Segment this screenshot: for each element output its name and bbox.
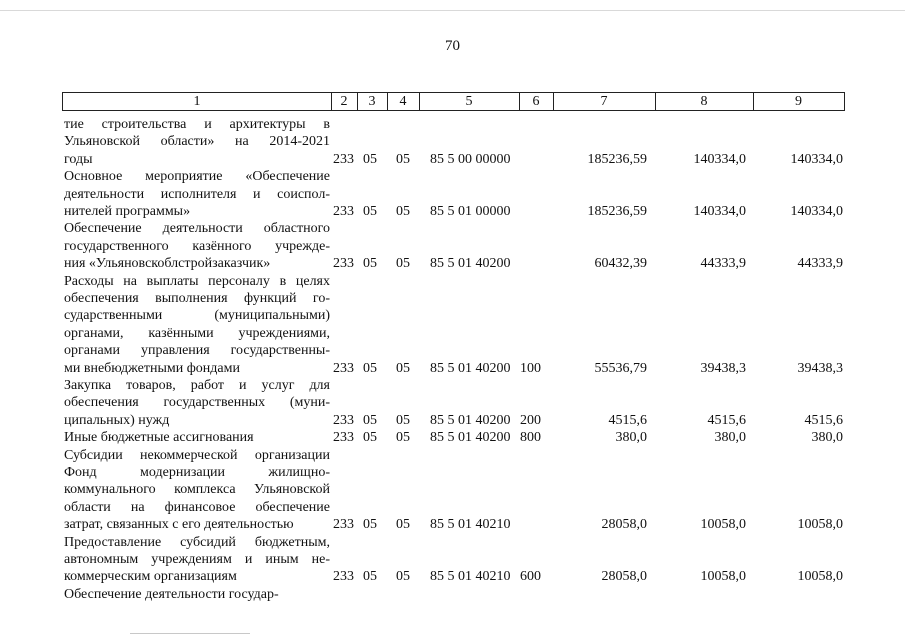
row-7-text-line: области на финансовое обеспечение	[64, 499, 330, 515]
row-8-col-6: 600	[520, 569, 541, 585]
row-4-col-3: 05	[363, 360, 377, 376]
row-1-col-8: 140334,0	[693, 151, 746, 167]
row-6-col-8: 380,0	[714, 430, 746, 446]
row-3-text-line: государственного казённого учрежде-	[64, 238, 330, 254]
row-6-col-6: 800	[520, 430, 541, 446]
row-5-text-line: ципальных) нужд	[64, 412, 170, 428]
page-number: 70	[445, 38, 460, 54]
row-3-col-9: 44333,9	[797, 256, 843, 272]
row-5-col-8: 4515,6	[707, 412, 746, 428]
row-8-col-4: 05	[396, 569, 410, 585]
header-col-9: 9	[795, 94, 802, 109]
row-4-text-line: ми внебюджетными фондами	[64, 360, 240, 376]
row-3-col-4: 05	[396, 256, 410, 272]
row-7-col-9: 10058,0	[797, 517, 843, 533]
row-5-text-line: обеспечения государственных (муни-	[64, 395, 330, 411]
row-8-text-line: Предоставление субсидий бюджетным,	[64, 534, 330, 550]
row-2-col-9: 140334,0	[790, 204, 843, 219]
row-5-col-3: 05	[363, 412, 377, 428]
row-9-text-line: Обеспечение деятельности государ-	[64, 586, 279, 602]
row-1-col-9: 140334,0	[790, 151, 843, 167]
row-7-text-line: Фонд модернизации жилищно-	[64, 465, 330, 480]
row-4-text-line: Расходы на выплаты персоналу в целях	[64, 273, 330, 289]
row-5-text-line: Закупка товаров, работ и услуг для	[64, 378, 330, 393]
row-6-col-4: 05	[396, 430, 410, 446]
row-5-col-7: 4515,6	[608, 412, 647, 428]
row-8-col-2: 233	[333, 569, 354, 585]
row-3-col-7: 60432,39	[594, 256, 647, 272]
row-7-col-7: 28058,0	[601, 517, 647, 533]
header-col-3: 3	[357, 93, 388, 110]
row-7-col-8: 10058,0	[700, 517, 746, 533]
row-3-text-line: Обеспечение деятельности областного	[64, 221, 330, 237]
row-1-text-line: тие строительства и архитектуры в	[64, 117, 330, 132]
row-1-col-4: 05	[396, 151, 410, 167]
row-6-col-7: 380,0	[615, 430, 647, 446]
row-4-col-9: 39438,3	[797, 360, 843, 376]
row-3-col-3: 05	[363, 256, 377, 272]
row-8-col-9: 10058,0	[797, 569, 843, 585]
row-8-text-line: автономным учреждениям и иным не-	[64, 552, 330, 567]
row-2-text-line: деятельности исполнителя и соиспол-	[64, 186, 330, 202]
row-2-col-8: 140334,0	[693, 204, 746, 219]
row-4-col-4: 05	[396, 360, 410, 376]
row-2-col-4: 05	[396, 204, 410, 219]
row-1-col-7: 185236,59	[587, 151, 647, 167]
row-6-text-line: Иные бюджетные ассигнования	[64, 430, 254, 446]
row-1-col-2: 233	[333, 151, 354, 167]
row-8-col-8: 10058,0	[700, 569, 746, 585]
row-6-col-3: 05	[363, 430, 377, 446]
row-8-col-7: 28058,0	[601, 569, 647, 585]
header-col-7: 7	[553, 93, 656, 110]
header-col-6: 6	[519, 93, 554, 110]
row-4-text-line: обеспечения выполнения функций го-	[64, 291, 330, 306]
row-8-col-3: 05	[363, 569, 377, 585]
row-8-text-line: коммерческим организациям	[64, 569, 237, 585]
row-6-col-9: 380,0	[811, 430, 843, 446]
row-5-col-4: 05	[396, 412, 410, 428]
row-7-text-line: Субсидии некоммерческой организации	[64, 447, 330, 463]
scan-edge-top	[0, 10, 905, 11]
row-2-col-5: 85 5 01 00000	[430, 204, 511, 219]
header-col-2: 2	[331, 93, 358, 110]
row-7-col-3: 05	[363, 517, 377, 533]
row-5-col-6: 200	[520, 412, 541, 428]
row-4-col-5: 85 5 01 40200	[430, 360, 511, 376]
row-4-text-line: органами, казёнными учреждениями,	[64, 325, 330, 341]
row-7-text-line: коммунального комплекса Ульяновской	[64, 482, 330, 498]
row-5-col-9: 4515,6	[804, 412, 843, 428]
row-8-col-5: 85 5 01 40210	[430, 569, 511, 585]
row-7-text-line: затрат, связанных с его деятельностью	[64, 517, 294, 533]
row-3-col-5: 85 5 01 40200	[430, 256, 511, 272]
row-5-col-5: 85 5 01 40200	[430, 412, 511, 428]
row-7-col-4: 05	[396, 517, 410, 533]
scan-edge-bottom	[130, 633, 250, 634]
header-col-1: 1	[63, 93, 332, 110]
row-2-text-line: Основное мероприятие «Обеспечение	[64, 169, 330, 185]
row-7-col-2: 233	[333, 517, 354, 533]
header-col-8: 8	[655, 93, 754, 110]
row-4-text-line: органами управления государственны-	[64, 343, 330, 359]
row-3-text-line: ния «Ульяновскоблстройзаказчик»	[64, 256, 271, 272]
row-3-col-2: 233	[333, 256, 354, 272]
row-1-text-line: годы	[64, 151, 93, 167]
row-6-col-5: 85 5 01 40200	[430, 430, 511, 446]
row-4-text-line: сударственными (муниципальными)	[64, 308, 330, 324]
row-5-col-2: 233	[333, 412, 354, 428]
row-1-text-line: Ульяновской области» на 2014-2021	[64, 134, 330, 150]
row-7-col-5: 85 5 01 40210	[430, 517, 511, 533]
row-4-col-7: 55536,79	[594, 360, 647, 376]
row-2-col-3: 05	[363, 204, 377, 219]
row-3-col-8: 44333,9	[700, 256, 746, 272]
row-1-col-3: 05	[363, 151, 377, 167]
row-4-col-6: 100	[520, 360, 541, 376]
row-4-col-8: 39438,3	[700, 360, 746, 376]
row-1-col-5: 85 5 00 00000	[430, 151, 511, 167]
row-4-col-2: 233	[333, 360, 354, 376]
row-2-text-line: нителей программы»	[64, 204, 191, 219]
header-col-4: 4	[387, 93, 420, 110]
header-col-5: 5	[419, 93, 520, 110]
row-2-col-2: 233	[333, 204, 354, 219]
row-2-col-7: 185236,59	[587, 204, 647, 219]
row-6-col-2: 233	[333, 430, 354, 446]
